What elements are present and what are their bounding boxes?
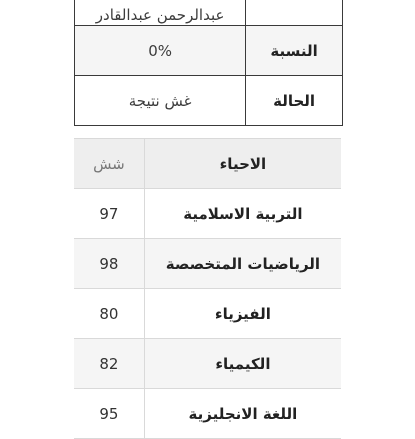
subject-mark: 95 — [74, 389, 144, 439]
grade-row — [74, 339, 341, 389]
subject-name: الفيزياء — [144, 289, 341, 339]
percentage-value: 0% — [75, 26, 246, 76]
info-row-status — [75, 76, 343, 126]
subject-mark: 98 — [74, 239, 144, 289]
grade-row — [74, 389, 341, 439]
status-value: غش نتيجة — [75, 76, 246, 126]
info-label — [246, 0, 343, 26]
status-label: الحالة — [246, 76, 343, 126]
grades-table — [74, 138, 341, 439]
subject-name: الكيمياء — [144, 339, 341, 389]
subject-name: اللغة الانجليزية — [144, 389, 341, 439]
grades-header-row — [74, 139, 341, 189]
student-info-table — [74, 0, 343, 126]
subject-header: الاحياء — [144, 139, 341, 189]
mark-header: شش — [74, 139, 144, 189]
student-name-value: عبدالرحمن عبدالقادر — [75, 0, 246, 26]
subject-name: التربية الاسلامية — [144, 189, 341, 239]
grade-row — [74, 289, 341, 339]
grade-row — [74, 189, 341, 239]
info-row-name — [75, 0, 343, 26]
grade-row — [74, 239, 341, 289]
info-row-percentage — [75, 26, 343, 76]
subject-name: الرياضيات المتخصصة — [144, 239, 341, 289]
subject-mark: 80 — [74, 289, 144, 339]
subject-mark: 97 — [74, 189, 144, 239]
subject-mark: 82 — [74, 339, 144, 389]
percentage-label: النسبة — [246, 26, 343, 76]
